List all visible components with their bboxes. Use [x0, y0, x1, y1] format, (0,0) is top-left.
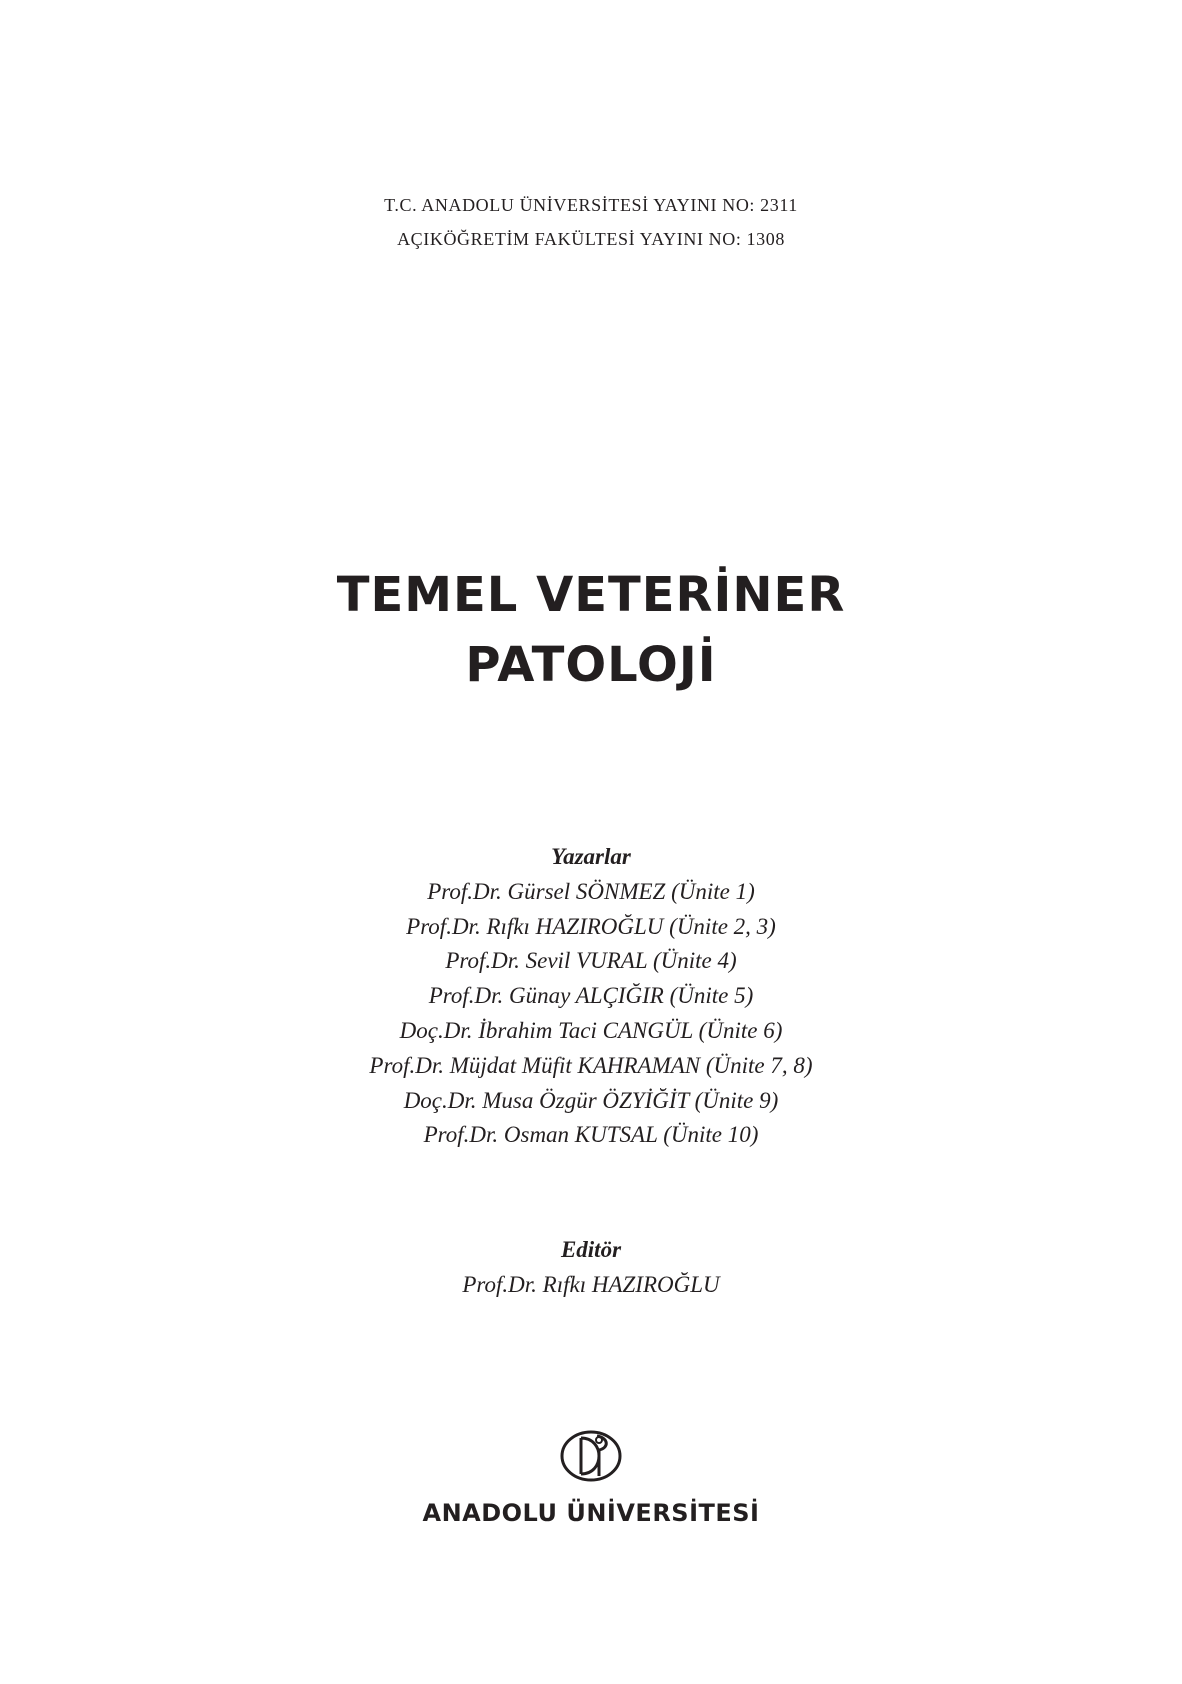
author-line: Doç.Dr. İbrahim Taci CANGÜL (Ünite 6)	[399, 1017, 783, 1043]
editor-heading: Editör	[560, 1237, 622, 1262]
author-line: Prof.Dr. Günay ALÇIĞIR (Ünite 5)	[428, 983, 754, 1009]
editor-name: Prof.Dr. Rıfkı HAZIROĞLU	[462, 1271, 720, 1297]
anadolu-university-emblem-icon	[559, 1428, 623, 1484]
book-title-line-1: TEMEL VETERİNER	[336, 567, 846, 623]
author-line: Doç.Dr. Musa Özgür ÖZYİĞİT (Ünite 9)	[403, 1087, 779, 1113]
authors-heading: Yazarlar	[551, 844, 631, 869]
editor-section	[0, 1233, 1182, 1303]
author-line: Prof.Dr. Rıfkı HAZIROĞLU (Ünite 2, 3)	[406, 913, 776, 939]
publication-number-line: T.C. ANADOLU ÜNİVERSİTESİ YAYINI NO: 2311	[384, 195, 798, 215]
faculty-publication-number-line: AÇIKÖĞRETİM FAKÜLTESİ YAYINI NO: 1308	[397, 229, 785, 249]
book-title	[0, 560, 1182, 700]
author-line: Prof.Dr. Müjdat Müfit KAHRAMAN (Ünite 7, 8)	[369, 1052, 813, 1078]
publication-info	[0, 188, 1182, 256]
author-line: Prof.Dr. Osman KUTSAL (Ünite 10)	[423, 1122, 759, 1148]
publisher-logo	[0, 1428, 1182, 1527]
author-line: Prof.Dr. Gürsel SÖNMEZ (Ünite 1)	[427, 878, 755, 904]
university-name: ANADOLU ÜNİVERSİTESİ	[422, 1499, 760, 1527]
authors-section	[0, 840, 1182, 1153]
book-title-line-2: PATOLOJİ	[465, 637, 717, 693]
author-line: Prof.Dr. Sevil VURAL (Ünite 4)	[445, 948, 737, 974]
